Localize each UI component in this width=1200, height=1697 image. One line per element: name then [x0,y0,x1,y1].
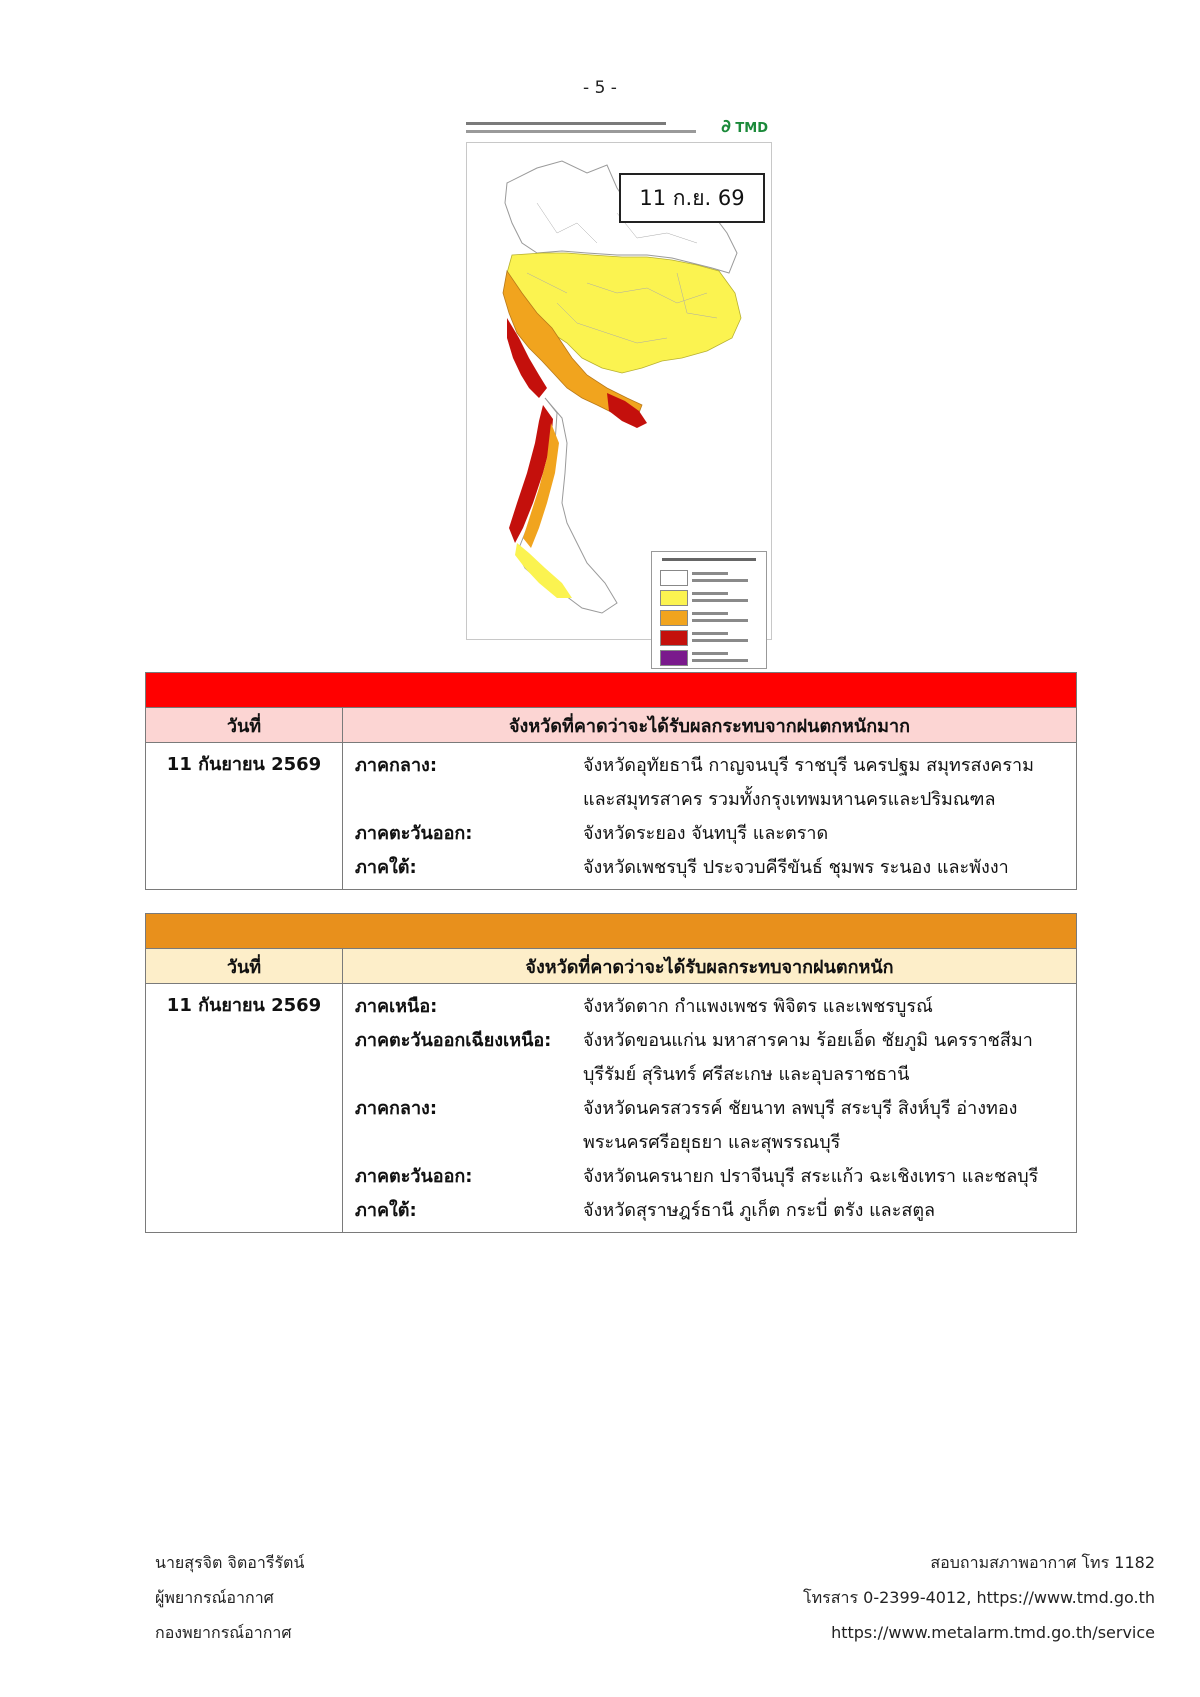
contact-phone: สอบถามสภาพอากาศ โทร 1182 [930,1553,1155,1572]
contact-info [803,1545,1155,1650]
region-row: ภาคตะวันออกเฉียงเหนือ: จังหวัดขอนแก่น มหาสารคาม ร้อยเอ็ด ชัยภูมิ นครราชสีมา บุรีรัมย์ สุรินทร์ ศรีสะเกษ และอุบลราชธานี [355,1030,1033,1085]
region-row: ภาคกลาง: จังหวัดนครสวรรค์ ชัยนาท ลพบุรี สระบุรี สิงห์บุรี อ่างทอง พระนครศรีอยุธยา และสุพรรณบุรี [355,1098,1018,1153]
page-number: - 5 - [583,78,617,98]
warning-band-orange [146,914,1077,949]
region-list [343,743,1077,890]
rainfall-forecast-map [462,110,778,640]
warning-band-red [146,673,1077,708]
very-heavy-rain-table [145,672,1077,890]
forecaster-division: กองพยากรณ์อากาศ [155,1623,292,1642]
header-date: วันที่ [146,708,343,743]
region-list [343,984,1077,1233]
forecaster-title: ผู้พยากรณ์อากาศ [155,1588,274,1607]
map-frame [466,142,772,640]
heavy-rain-table [145,913,1077,1233]
legend-swatch-light [660,590,688,606]
tmd-logo: ∂ TMD [721,116,768,137]
region-row: ภาคใต้: จังหวัดเพชรบุรี ประจวบคีรีขันธ์ ชุมพร ระนอง และพังงา [355,857,1009,878]
region-row: ภาคตะวันออก: จังหวัดระยอง จันทบุรี และตราด [355,823,829,844]
map-header [462,114,778,144]
legend-swatch-none [660,570,688,586]
map-date-label: 11 ก.ย. 69 [619,173,765,223]
forecast-date: 11 กันยายน 2569 [146,984,343,1233]
contact-fax-website: โทรสาร 0-2399-4012, https://www.tmd.go.th [803,1588,1155,1607]
header-provinces: จังหวัดที่คาดว่าจะได้รับผลกระทบจากฝนตกหนักมาก [343,708,1077,743]
region-row: ภาคตะวันออก: จังหวัดนครนายก ปราจีนบุรี สระแก้ว ฉะเชิงเทรา และชลบุรี [355,1166,1039,1187]
region-row: ภาคใต้: จังหวัดสุราษฎร์ธานี ภูเก็ต กระบี่ ตรัง และสตูล [355,1200,936,1221]
header-provinces: จังหวัดที่คาดว่าจะได้รับผลกระทบจากฝนตกหนัก [343,949,1077,984]
region-row: ภาคกลาง: จังหวัดอุทัยธานี กาญจนบุรี ราชบุรี นครปฐม สมุทรสงคราม และสมุทรสาคร รวมทั้งกรุงเทพมหานครและปริมณฑล [355,755,1034,810]
forecast-date: 11 กันยายน 2569 [146,743,343,890]
legend-swatch-very-heavy [660,630,688,646]
legend-swatch-extreme [660,650,688,666]
contact-service-link[interactable]: https://www.metalarm.tmd.go.th/service [831,1623,1155,1642]
forecaster-info [155,1545,304,1650]
legend-swatch-heavy [660,610,688,626]
header-date: วันที่ [146,949,343,984]
region-row: ภาคเหนือ: จังหวัดตาก กำแพงเพชร พิจิตร และเพชรบูรณ์ [355,996,933,1017]
forecaster-name: นายสุรจิต จิตอารีรัตน์ [155,1553,305,1572]
map-legend [651,551,767,669]
